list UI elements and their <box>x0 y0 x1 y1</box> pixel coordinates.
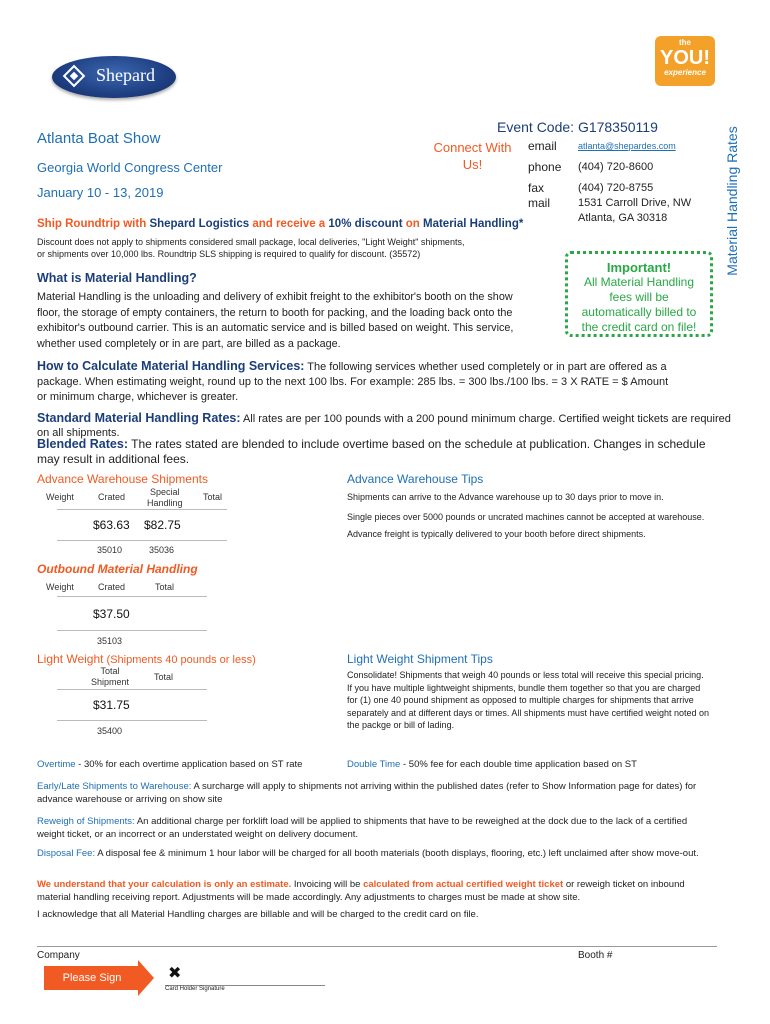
outbound-line1 <box>57 596 207 597</box>
light-heading-b: (Shipments 40 pounds or less) <box>103 654 256 666</box>
mail-line1: 1531 Carroll Drive, NW <box>578 197 692 209</box>
mail-line2: Atlanta, GA 30318 <box>578 212 668 224</box>
phone-label: phone <box>528 160 562 174</box>
logo-diamond-icon <box>63 65 86 88</box>
sign-arrow-icon <box>138 960 154 996</box>
early-label: Early/Late Shipments to Warehouse: <box>37 781 192 792</box>
standard-l2: on all shipments. <box>37 427 120 439</box>
connect-with-us <box>425 139 520 173</box>
company-label: Company <box>37 950 80 961</box>
advance-col-weight: Weight <box>46 492 74 502</box>
advance-col-special2: Handling <box>147 498 183 508</box>
blended-t1: The rates stated are blended to include overtime based on the schedule at publication. Changes in schedule <box>128 437 706 451</box>
what-body <box>37 290 513 352</box>
badge-you: YOU! <box>660 47 710 69</box>
booth-label: Booth # <box>578 950 613 961</box>
advance-crated-code: 35010 <box>97 545 123 555</box>
important-l2: fees will be <box>609 290 669 304</box>
disposal-label: Disposal Fee: <box>37 848 96 859</box>
cardholder-label: Card Holder Signature <box>165 986 225 992</box>
important-l4: the credit card on file! <box>581 320 697 334</box>
connect-line2: Us! <box>462 157 483 172</box>
tip-1: Shipments can arrive to the Advance warehouse up to 30 days prior to move in. <box>347 492 664 502</box>
light-code: 35400 <box>97 726 123 736</box>
light-line2 <box>57 720 207 721</box>
badge-the: the <box>679 38 691 47</box>
advance-special-price: $82.75 <box>144 518 181 532</box>
mail-label: mail <box>528 196 551 210</box>
tips-heading: Advance Warehouse Tips <box>347 472 484 486</box>
light-price: $31.75 <box>93 698 130 712</box>
promo-note <box>37 236 464 260</box>
outbound-col-weight: Weight <box>46 582 74 592</box>
phone-value: (404) 720-8600 <box>578 161 654 173</box>
early-late <box>37 780 747 806</box>
blended-l2: may result in additional fees. <box>37 452 190 466</box>
important-l3: automatically billed to <box>581 305 697 319</box>
side-title-text: Material Handling Rates <box>724 126 740 276</box>
standard-t1: All rates are per 100 pounds with a 200 pound minimum charge. Certified weight tickets are required <box>240 413 731 425</box>
advance-col-total: Total <box>203 492 223 502</box>
side-title <box>721 96 743 306</box>
early-l2: advance warehouse or arriving on show site <box>37 794 223 805</box>
early-text: A surcharge will apply to shipments not arriving within the published dates (refer to Show Information page for dates) for <box>191 781 697 792</box>
advance-crated-price: $63.63 <box>93 518 130 532</box>
double-line <box>347 759 637 770</box>
connect-line1: Connect With <box>433 140 512 155</box>
event-code: Event Code: G178350119 <box>497 119 658 135</box>
tip-3: Advance freight is typically delivered to your booth before direct shipments. <box>347 529 646 539</box>
light-heading-a: Light Weight <box>37 652 104 666</box>
outbound-price: $37.50 <box>93 607 130 621</box>
blended-section <box>37 437 747 467</box>
show-venue: Georgia World Congress Center <box>37 160 223 175</box>
light-line1 <box>57 689 207 690</box>
reweigh-text: An additional charge per forklift load will be applied to shipments that have to be reweighed at the dock due to the lack of a certified <box>134 816 688 827</box>
estimate-t1: Invoicing will be <box>291 879 364 890</box>
tip-2: Single pieces over 5000 pounds or uncrated machines cannot be accepted at warehouse. <box>347 512 705 522</box>
advance-col-special <box>147 487 183 509</box>
light-tips-body <box>347 669 709 732</box>
promo-p3: and receive a <box>249 218 329 230</box>
advance-col-crated: Crated <box>98 492 126 502</box>
standard-section <box>37 411 737 440</box>
important-l1: All Material Handling <box>583 275 695 289</box>
please-sign-button[interactable]: Please Sign <box>44 966 140 990</box>
reweigh-label: Reweigh of Shipments: <box>37 816 135 827</box>
blended-heading: Blended Rates: <box>37 437 128 451</box>
acknowledge: I acknowledge that all Material Handling charges are billable and will be charged to the credit card on file. <box>37 909 479 920</box>
reweigh-l2: weight ticket, or an incorrect or an understated weight on delivery document. <box>37 829 359 840</box>
promo-note-line1: Discount does not apply to shipments considered small package, local deliveries, "Light Weight" shipments, <box>37 237 465 247</box>
calc-t1: The following services whether used completely or in part are offered as a <box>304 361 667 373</box>
promo-p6: Material Handling* <box>423 218 524 230</box>
disposal-text: A disposal fee & minimum 1 hour labor will be charged for all booth materials (booth displays, flooring, etc.) left unclaimed after show move-out. <box>95 848 699 859</box>
estimate-o2: calculated from actual certified weight ticket <box>363 879 564 890</box>
promo-p1: Ship Roundtrip with <box>37 218 150 230</box>
what-l3: exhibitor's outbound carrier. This is an automatic service and is billed based on weight. This service, <box>37 322 514 334</box>
overtime-text: - 30% for each overtime application based on ST rate <box>75 759 303 770</box>
sign-x-icon: ✖ <box>168 965 182 982</box>
sign-line <box>37 946 717 947</box>
promo-p2: Shepard Logistics <box>149 218 250 230</box>
outbound-heading: Outbound Material Handling <box>37 562 198 576</box>
calc-section <box>37 359 727 405</box>
standard-heading: Standard Material Handling Rates: <box>37 411 241 425</box>
light-heading <box>37 652 256 666</box>
logo-text: Shepard <box>96 65 155 85</box>
light-col-total2: Shipment <box>91 677 130 687</box>
disposal <box>37 848 757 859</box>
what-l1: Material Handling is the unloading and delivery of exhibit freight to the exhibitor's booth on the show <box>37 291 513 303</box>
what-l4: whether used completely or in are part, are billed as a package. <box>37 337 341 350</box>
estimate-t2: or reweigh ticket on inbound <box>563 879 685 890</box>
shepard-logo <box>52 56 176 98</box>
reweigh <box>37 815 747 841</box>
what-l2: floor, the storage of empty containers, the return to booth for packing, and the loading back onto the <box>37 306 513 319</box>
what-heading: What is Material Handling? <box>37 271 197 285</box>
light-tips-l5: the packge or bill of lading. <box>347 720 455 730</box>
overtime-line <box>37 759 302 770</box>
badge-experience: experience <box>664 68 706 77</box>
promo-note-line2: or shipments over 10,000 lbs. Roundtrip SLS shipping is required to qualify for discount. (35572) <box>37 249 421 259</box>
light-tips-l1: Consolidate! Shipments that weigh 40 pounds or less total will receive this special pricing. <box>347 670 704 680</box>
calc-heading: How to Calculate Material Handling Services: <box>37 359 305 373</box>
advance-line2 <box>57 540 227 541</box>
you-experience-badge <box>655 36 715 86</box>
calc-l3: or minimum charge, whichever is greater. <box>37 391 239 403</box>
double-text: - 50% fee for each double time application based on ST <box>400 759 637 770</box>
show-name: Atlanta Boat Show <box>37 130 161 147</box>
outbound-line2 <box>57 630 207 631</box>
advance-heading: Advance Warehouse Shipments <box>37 472 208 486</box>
contact-values <box>578 139 691 226</box>
important-title: Important! <box>606 260 672 275</box>
advance-line1 <box>57 509 227 510</box>
outbound-col-total: Total <box>155 582 175 592</box>
double-label: Double Time <box>347 759 401 770</box>
promo-line <box>37 218 523 230</box>
advance-col-special1: Special <box>150 487 180 497</box>
contact-labels <box>528 139 561 211</box>
email-label: email <box>528 139 557 153</box>
light-tips-heading: Light Weight Shipment Tips <box>347 652 493 666</box>
promo-p4: 10% discount <box>328 218 403 230</box>
calc-l2: package. When estimating weight, round up to the next 100 lbs. For example: 285 lbs. = 300 lbs./100 lbs. = 3 X RATE = $ Amount <box>37 376 669 388</box>
outbound-col-crated: Crated <box>98 582 126 592</box>
light-tips-l3: for (1) one 40 pound shipment as opposed to multiple charges for shipments that arrive <box>347 695 694 705</box>
light-tips-l2: If you have multiple lightweight shipments, bundle them together so that you are charged <box>347 682 701 693</box>
promo-p5: on <box>402 218 423 230</box>
fax-value: (404) 720-8755 <box>578 182 654 194</box>
overtime-label: Overtime <box>37 759 76 770</box>
estimate-o1: We understand that your calculation is only an estimate. <box>37 879 292 890</box>
light-col-shipment <box>91 666 129 688</box>
fax-label: fax <box>528 181 545 195</box>
outbound-code: 35103 <box>97 636 123 646</box>
estimate <box>37 878 757 904</box>
email-link[interactable]: atlanta@shepardes.com <box>578 141 676 151</box>
light-tips-l4: separately and at different days or times. All shipments must have certified weight noted on <box>347 707 710 718</box>
estimate-l2: material handling receiving report. Adjustments will be made accordingly. Any adjustments to charges must be made at show site. <box>37 892 581 903</box>
important-box <box>565 251 713 337</box>
advance-special-code: 35036 <box>149 545 175 555</box>
light-col-total1: Total <box>100 666 120 676</box>
show-dates: January 10 - 13, 2019 <box>37 185 164 200</box>
light-col-total: Total <box>154 672 174 682</box>
